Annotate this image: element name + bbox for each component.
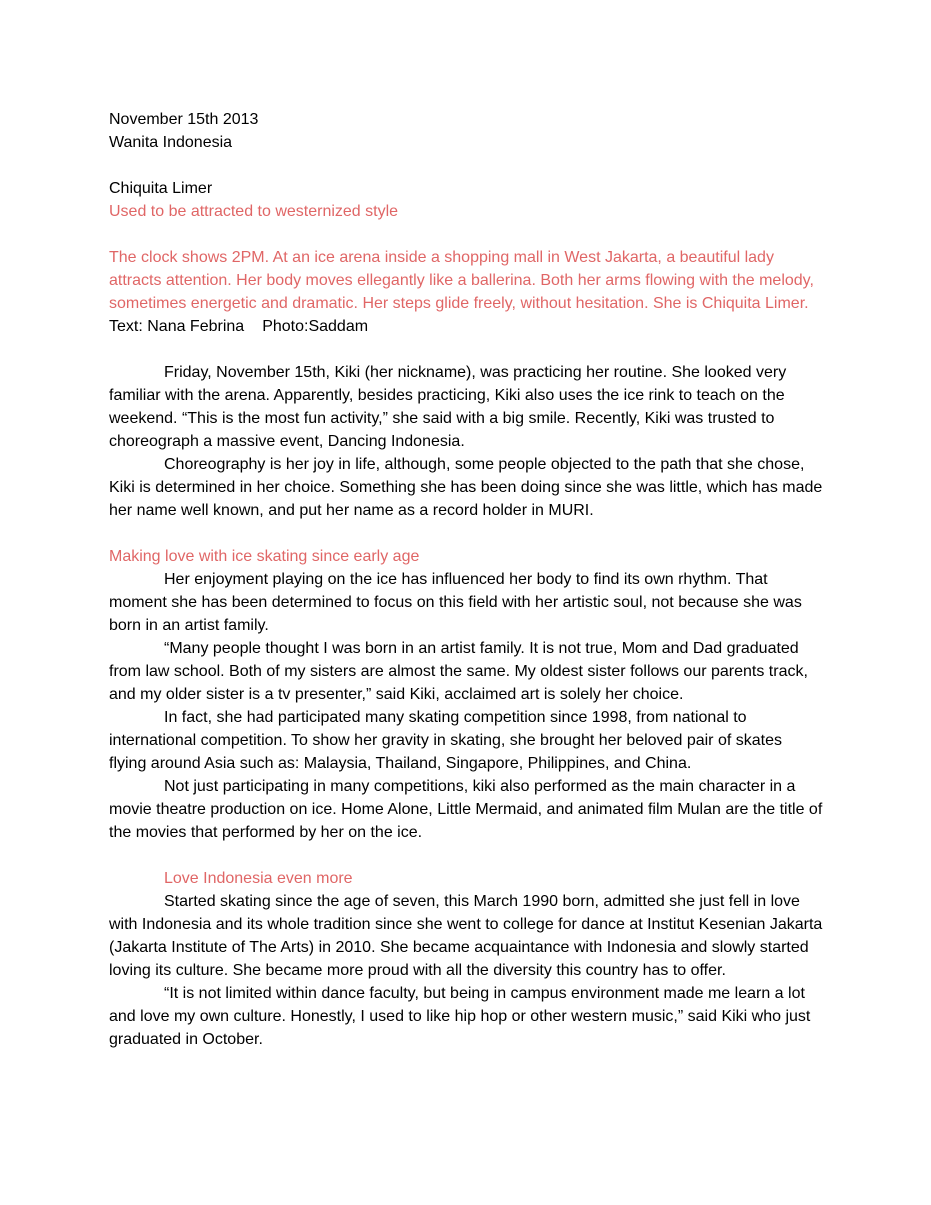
spacer [109, 522, 823, 545]
lead-paragraph: The clock shows 2PM. At an ice arena inside a shopping mall in West Jakarta, a beautiful lady attracts attention. Her body moves ellegantly like a ballerina. Both her arms flowing with the melody, sometimes energetic and dramatic. Her steps glide freely, without hesitation. She is Chiquita Limer. [109, 249, 814, 312]
publication-name: Wanita Indonesia [109, 134, 233, 151]
body-paragraph: In fact, she had participated many skating competition since 1998, from national to international competition. To show her gravity in skating, she brought her beloved pair of skates flying around Asia such as: Malaysia, Thailand, Singapore, Philippines, and China. [109, 709, 782, 772]
spacer [109, 338, 823, 361]
credits-line [109, 315, 823, 338]
spacer [109, 844, 823, 867]
body-paragraph: “It is not limited within dance faculty, but being in campus environment made me learn a lot and love my own culture. Honestly, I used to like hip hop or other western music,” said Kiki who just graduated in October. [109, 985, 811, 1048]
body-paragraph: Not just participating in many competitions, kiki also performed as the main character in a movie theatre production on ice. Home Alone, Little Mermaid, and animated film Mulan are the title of the movies that performed by her on the ice. [109, 778, 823, 841]
spacer [109, 223, 823, 246]
body-paragraph: Her enjoyment playing on the ice has influenced her body to find its own rhythm. That moment she has been determined to focus on this field with her artistic soul, not because she was born in an artist family. [109, 571, 802, 634]
body-paragraph: Choreography is her joy in life, although, some people objected to the path that she chose, Kiki is determined in her choice. Something she has been doing since she was little, which has made her name well known, and put her name as a record holder in MURI. [109, 456, 823, 519]
photo-credit: Photo:Saddam [262, 318, 369, 335]
section-heading: Making love with ice skating since early age [109, 548, 420, 565]
section-heading: Love Indonesia even more [164, 870, 353, 887]
body-paragraph: Friday, November 15th, Kiki (her nickname), was practicing her routine. She looked very familiar with the arena. Apparently, besides practicing, Kiki also uses the ice rink to teach on the weekend. “This is the most fun activity,” she said with a big smile. Recently, Kiki was trusted to choreograph a massive event, Dancing Indonesia. [109, 364, 787, 450]
body-paragraph: “Many people thought I was born in an artist family. It is not true, Mom and Dad graduated from law school. Both of my sisters are almost the same. My oldest sister follows our parents track, and my older sister is a tv presenter,” said Kiki, acclaimed art is solely her choice. [109, 640, 808, 703]
document-page [109, 108, 823, 1051]
article-subtitle: Used to be attracted to westernized style [109, 203, 399, 220]
article-title: Chiquita Limer [109, 180, 213, 197]
article-date: November 15th 2013 [109, 111, 259, 128]
text-credit: Text: Nana Febrina [109, 318, 245, 335]
body-paragraph: Started skating since the age of seven, this March 1990 born, admitted she just fell in love with Indonesia and its whole tradition since she went to college for dance at Institut Kesenian Jakarta (Jakarta Institute of The Arts) in 2010. She became acquaintance with Indonesia and slowly started loving its culture. She became more proud with all the diversity this country has to offer. [109, 893, 823, 979]
spacer [109, 154, 823, 177]
